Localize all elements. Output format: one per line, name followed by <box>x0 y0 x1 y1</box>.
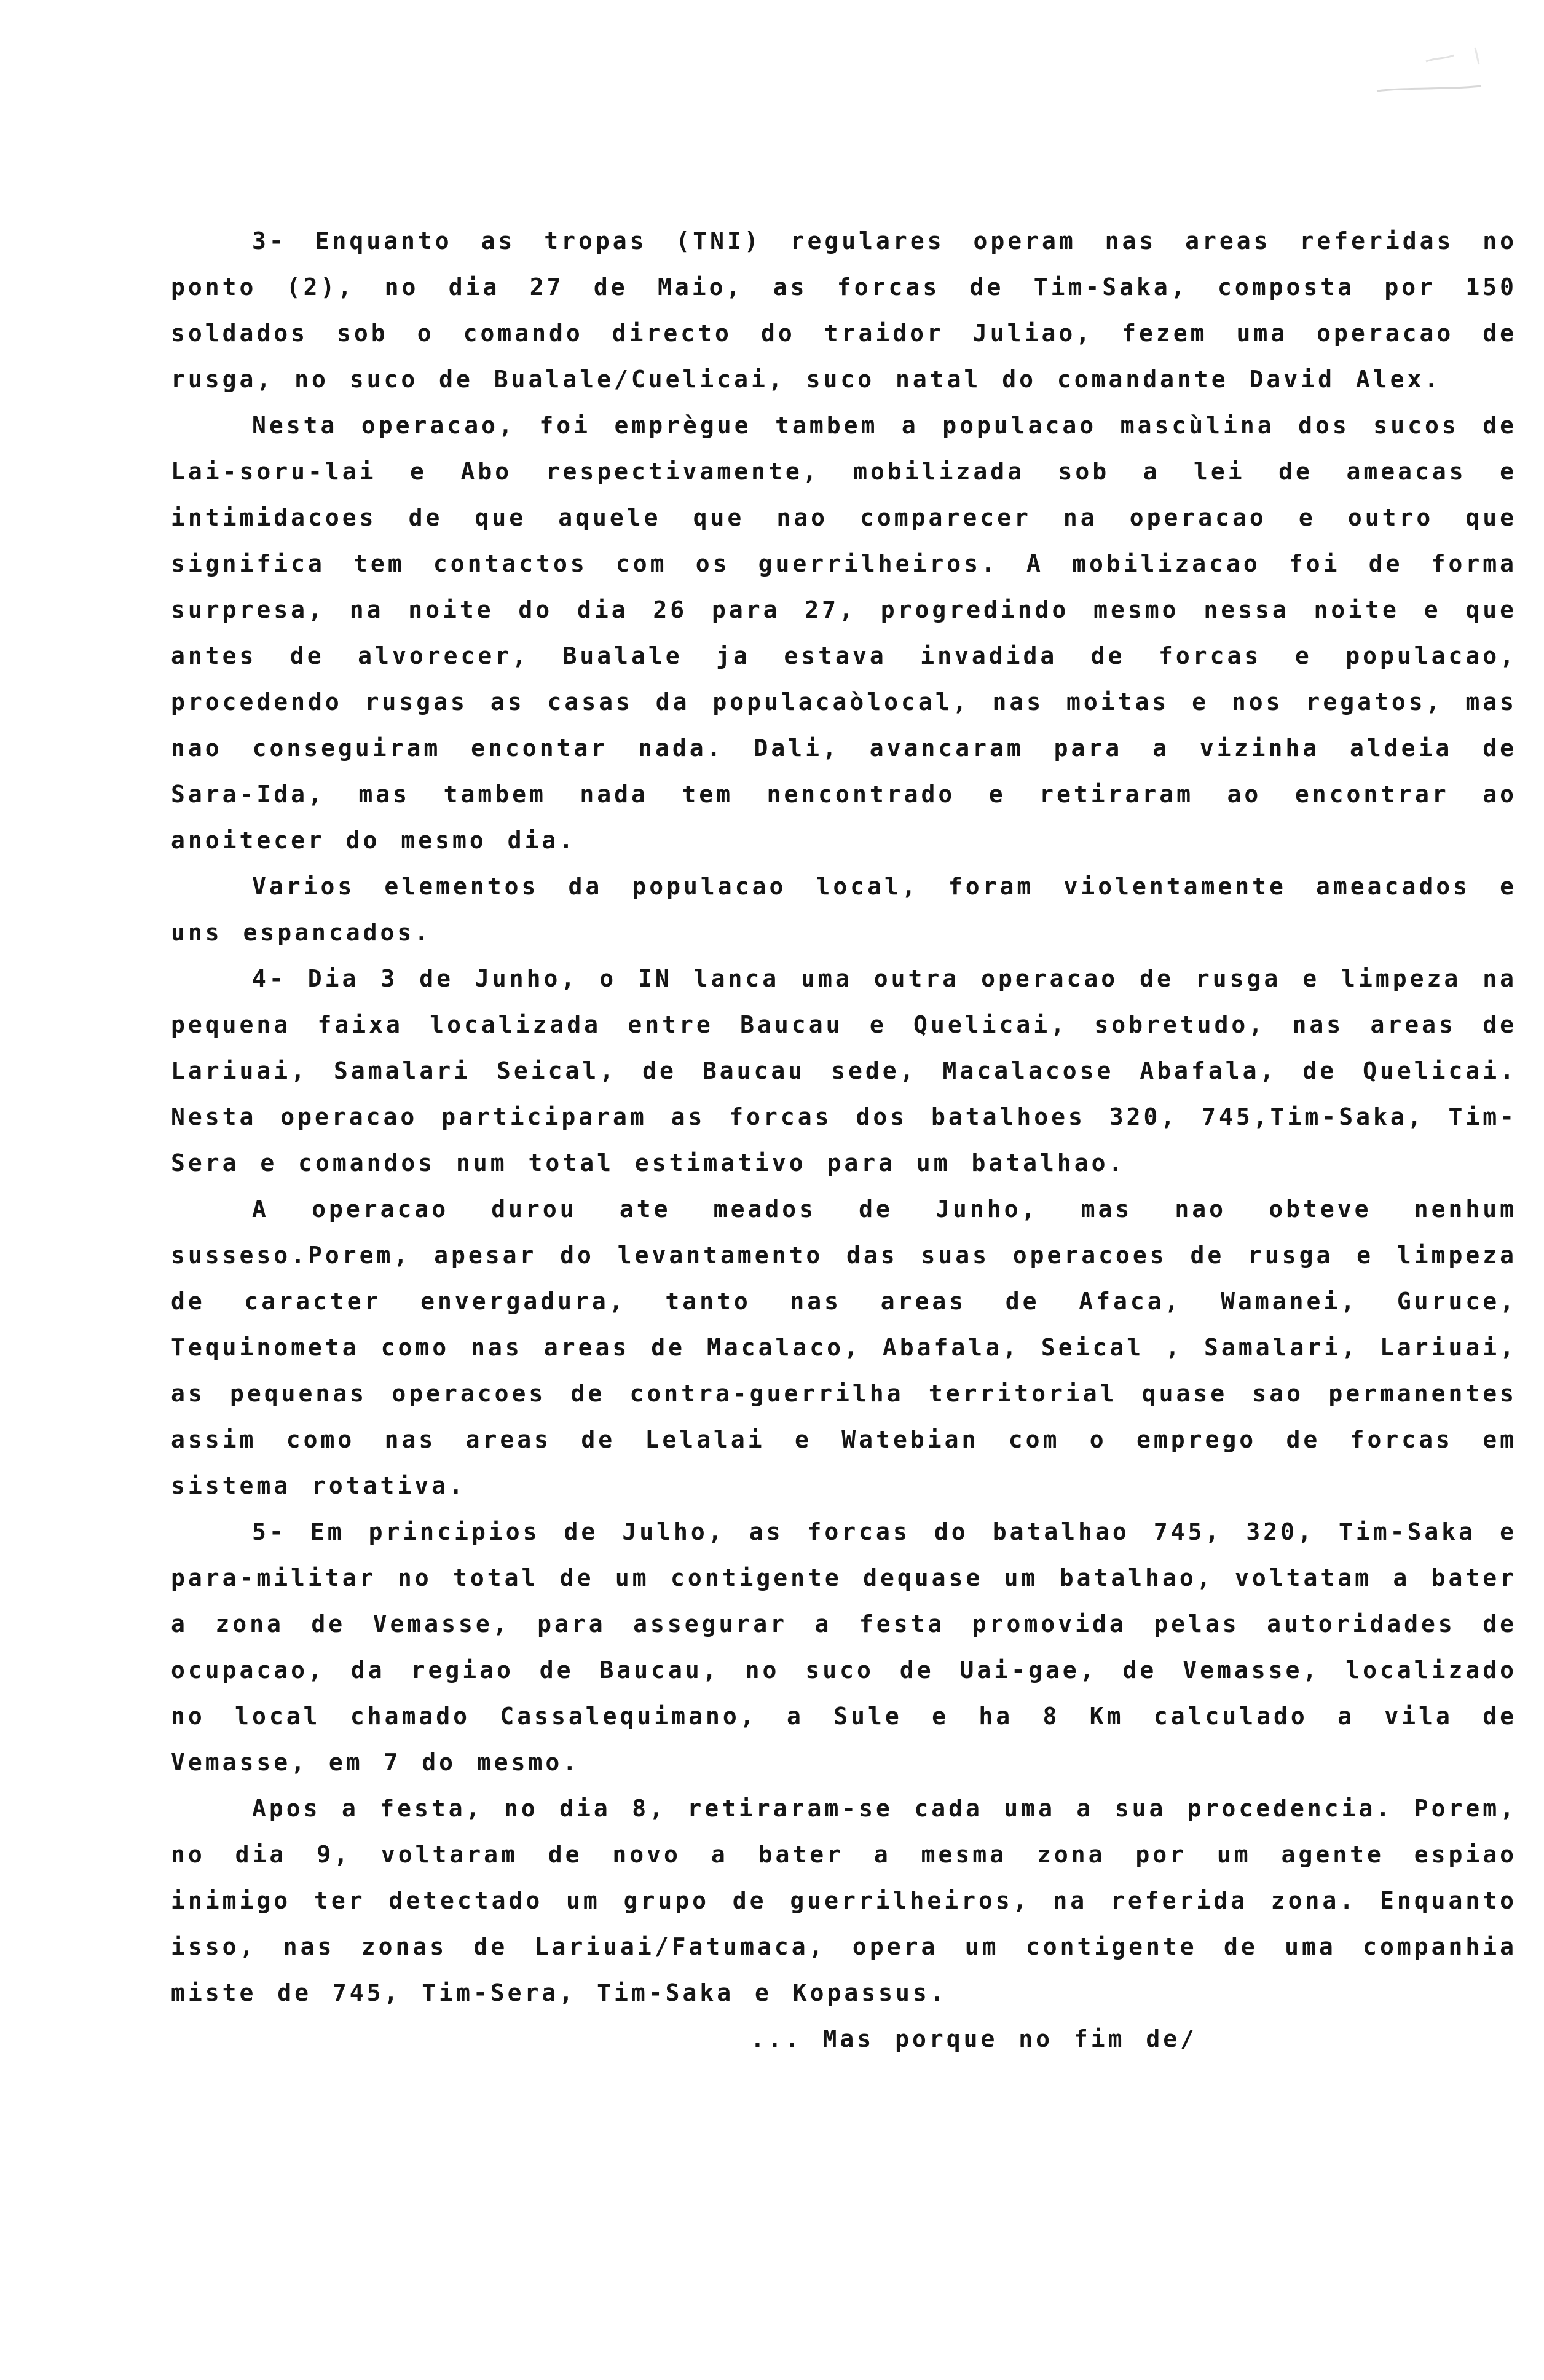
paragraph-operation-details: Nesta operacao, foi emprègue tambem a populacao mascùlina dos sucos de Lai-soru-lai e Abo respectivamente, mobilizada sob a lei de ameacas e intimidacoes de que aquele que nao comparecer na operacao e outro que significa tem contactos com os guerrilheiros. A mobilizacao foi de forma surpresa, na noite do dia 26 para 27, progredindo mesmo nessa noite e que antes de alvorecer, Bualale ja estava invadida de forcas e populacao, procedendo rusgas as casas da populacaòlocal, nas moitas e nos regatos, mas nao conseguiram encontar nada. Dali, avancaram para a vizinha aldeia de Sara-Ida, mas tambem nada tem nencontrado e retiraram ao encontrar ao anoitecer do mesmo dia. <box>171 412 1517 854</box>
paragraph-point-5: 5- Em principios de Julho, as forcas do batalhao 745, 320, Tim-Saka e para-militar no total de um contigente dequase um batalhao, voltatam a bater a zona de Vemasse, para assegurar a festa promovida pelas autoridades de ocupacao, da regiao de Baucau, no suco de Uai-gae, de Vemasse, localizado no local chamado Cassalequimano, a Sule e ha 8 Km calculado a vila de Vemasse, em 7 do mesmo. <box>171 1518 1517 1776</box>
paragraph-point-4: 4- Dia 3 de Junho, o IN lanca uma outra operacao de rusga e limpeza na pequena faixa localizada entre Baucau e Quelicai, sobretudo, nas areas de Lariuai, Samalari Seical, de Baucau sede, Macalacose Abafala, de Quelicai. Nesta operacao participaram as forcas dos batalhoes 320, 745,Tim-Saka, Tim-Sera e comandos num total estimativo para um batalhao. <box>171 965 1517 1176</box>
document-body <box>171 218 1517 2062</box>
continuation-line: ... Mas porque no fim de/ <box>750 2025 1197 2052</box>
paragraph-operation-duration: A operacao durou ate meados de Junho, mas nao obteve nenhum susseso.Porem, apesar do levantamento das suas operacoes de rusga e limpeza de caracter envergadura, tanto nas areas de Afaca, Wamanei, Guruce, Tequinometa como nas areas de Macalaco, Abafala, Seical , Samalari, Lariuai, as pequenas operacoes de contra-guerrilha territorial quase sao permanentes assim como nas areas de Lelalai e Watebian com o emprego de forcas em sistema rotativa. <box>171 1196 1517 1499</box>
paragraph-point-3: 3- Enquanto as tropas (TNI) regulares operam nas areas referidas no ponto (2), no dia 27 de Maio, as forcas de Tim-Saka, composta por 150 soldados sob o comando directo do traidor Juliao, fezem uma operacao de rusga, no suco de Bualale/Cuelicai, suco natal do comandante David Alex. <box>171 227 1517 393</box>
scan-artifact-mark <box>1352 37 1487 104</box>
paragraph-after-festival: Apos a festa, no dia 8, retiraram-se cada uma a sua procedencia. Porem, no dia 9, voltaram de novo a bater a mesma zona por um agente espiao inimigo ter detectado um grupo de guerrilheiros, na referida zona. Enquanto isso, nas zonas de Lariuai/Fatumaca, opera um contigente de uma companhia miste de 745, Tim-Sera, Tim-Saka e Kopassus. <box>171 1795 1517 2006</box>
paragraph-population-threatened: Varios elementos da populacao local, foram violentamente ameacados e uns espancados. <box>171 873 1517 946</box>
